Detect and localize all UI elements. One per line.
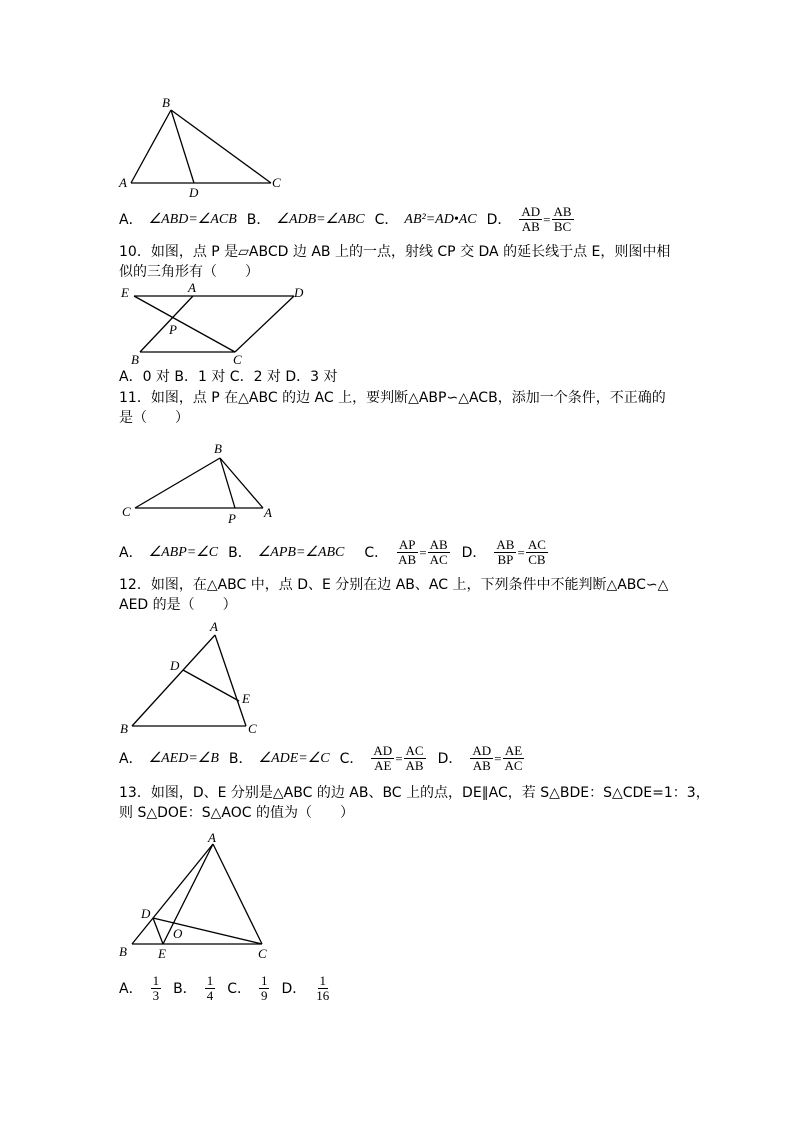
q9-option-d[interactable]: D． $\frac{AD}{AB}$ = $\frac{AB}{BC}$ xyxy=(486,204,572,234)
q13-label-a: A xyxy=(208,830,216,845)
q13-stem-line2: 则 S△DOE：S△AOC 的值为（ ） xyxy=(119,805,354,821)
q13-a-fraction: $\frac{1}{3}$ xyxy=(152,973,160,1003)
q13-label-e: E xyxy=(158,946,166,961)
q10-label-p: P xyxy=(169,322,177,337)
q13-options xyxy=(119,974,343,1003)
q12-label-c: C xyxy=(248,721,257,736)
q11-c-fraction-1: $\frac{AP}{AB}$ xyxy=(398,537,417,567)
q11-label-b: B xyxy=(214,441,222,456)
q13-option-d[interactable]: D． $\frac{1}{16}$ xyxy=(281,973,330,1003)
q12-option-b[interactable]: B． ∠ADE=∠C xyxy=(228,750,330,767)
q10-label-d: D xyxy=(294,285,304,300)
q9-label-b: B xyxy=(162,95,170,110)
q9-label-d: D xyxy=(189,185,199,200)
q11-label-a: A xyxy=(264,505,272,520)
q9-d-fraction-2: $\frac{AB}{BC}$ xyxy=(553,204,572,234)
q12-label-b: B xyxy=(120,721,128,736)
q9-label-a: A xyxy=(119,175,127,190)
q11-option-a[interactable]: A． ∠ABP=∠C xyxy=(119,544,219,561)
q10-stem-line2: 似的三角形有（ ） xyxy=(119,264,259,280)
q11-c-fraction-2: $\frac{AB}{AC}$ xyxy=(429,537,448,567)
q12-c-fraction-2: $\frac{AC}{AB}$ xyxy=(405,743,424,773)
q13-label-b: B xyxy=(119,944,127,959)
q12-d-fraction-1: $\frac{AD}{AB}$ xyxy=(472,743,492,773)
q11-option-d[interactable]: D． $\frac{AB}{BP}$ = $\frac{AC}{CB}$ xyxy=(461,537,546,567)
q11-d-fraction-2: $\frac{AC}{CB}$ xyxy=(527,537,546,567)
q11-label-p: P xyxy=(228,511,236,526)
q9-option-a[interactable]: A． ∠ABD=∠ACB xyxy=(119,211,237,228)
q12-option-c[interactable]: C． $\frac{AD}{AE}$ = $\frac{AC}{AB}$ xyxy=(339,743,424,773)
q11-stem-line2: 是（ ） xyxy=(119,410,189,426)
q13-label-o: O xyxy=(173,926,183,941)
q12-label-d: D xyxy=(170,658,180,673)
q13-option-b[interactable]: B． $\frac{1}{4}$ xyxy=(173,973,214,1003)
q12-stem-line2: AED 的是（ ） xyxy=(119,597,237,613)
q12-label-a: A xyxy=(210,619,218,634)
q10-label-b: B xyxy=(131,352,139,367)
q12-c-fraction-1: $\frac{AD}{AE}$ xyxy=(373,743,393,773)
q12-option-d[interactable]: D． $\frac{AD}{AB}$ = $\frac{AE}{AC}$ xyxy=(437,743,523,773)
q13-label-d: D xyxy=(141,906,151,921)
q13-option-c[interactable]: C． $\frac{1}{9}$ xyxy=(227,973,268,1003)
q13-label-c: C xyxy=(258,946,267,961)
q10-stem-line1: 10．如图，点 P 是▱ABCD 边 AB 上的一点，射线 CP 交 DA 的延长线于点 E，则图中相 xyxy=(119,244,671,260)
q10-label-e: E xyxy=(121,285,129,300)
q13-segment-ae xyxy=(163,844,213,944)
q13-b-fraction: $\frac{1}{4}$ xyxy=(206,973,214,1003)
q13-d-fraction: $\frac{1}{16}$ xyxy=(316,973,330,1003)
q9-label-c: C xyxy=(272,175,281,190)
q11-stem-line1: 11．如图，点 P 在△ABC 的边 AC 上，要判断△ABP∽△ACB，添加一个条件，不正确的 xyxy=(119,390,666,406)
q13-option-a[interactable]: A． $\frac{1}{3}$ xyxy=(119,973,160,1003)
q12-option-a[interactable]: A． ∠AED=∠B xyxy=(119,750,219,767)
q10-label-a: A xyxy=(188,280,196,295)
q12-label-e: E xyxy=(242,691,250,706)
q13-segment-de xyxy=(153,918,163,944)
q11-d-fraction-1: $\frac{AB}{BP}$ xyxy=(496,537,515,567)
q11-option-b[interactable]: B． ∠APB=∠ABC xyxy=(228,544,345,561)
q13-segment-ac xyxy=(213,844,262,944)
q11-option-c[interactable]: C． $\frac{AP}{AB}$ = $\frac{AB}{AC}$ xyxy=(364,537,448,567)
q9-d-fraction-1: $\frac{AD}{AB}$ xyxy=(521,204,541,234)
q12-stem-line1: 12．如图，在△ABC 中，点 D、E 分别在边 AB、AC 上，下列条件中不能判断△ABC∽△ xyxy=(119,577,669,593)
q11-label-c: C xyxy=(122,504,131,519)
q13-stem-line1: 13．如图，D、E 分别是△ABC 的边 AB、BC 上的点，DE∥AC，若 S△BDE：S△CDE=1：3， xyxy=(119,785,710,801)
q12-d-fraction-2: $\frac{AE}{AC}$ xyxy=(504,743,523,773)
q9-option-c[interactable]: C． AB²=AD•AC xyxy=(374,211,477,228)
q13-c-fraction: $\frac{1}{9}$ xyxy=(260,973,268,1003)
q9-option-b[interactable]: B． ∠ADB=∠ABC xyxy=(246,211,365,228)
q10-label-c: C xyxy=(233,352,242,367)
q10-options: A．0 对 B．1 对 C．2 对 D．3 对 xyxy=(119,369,338,385)
